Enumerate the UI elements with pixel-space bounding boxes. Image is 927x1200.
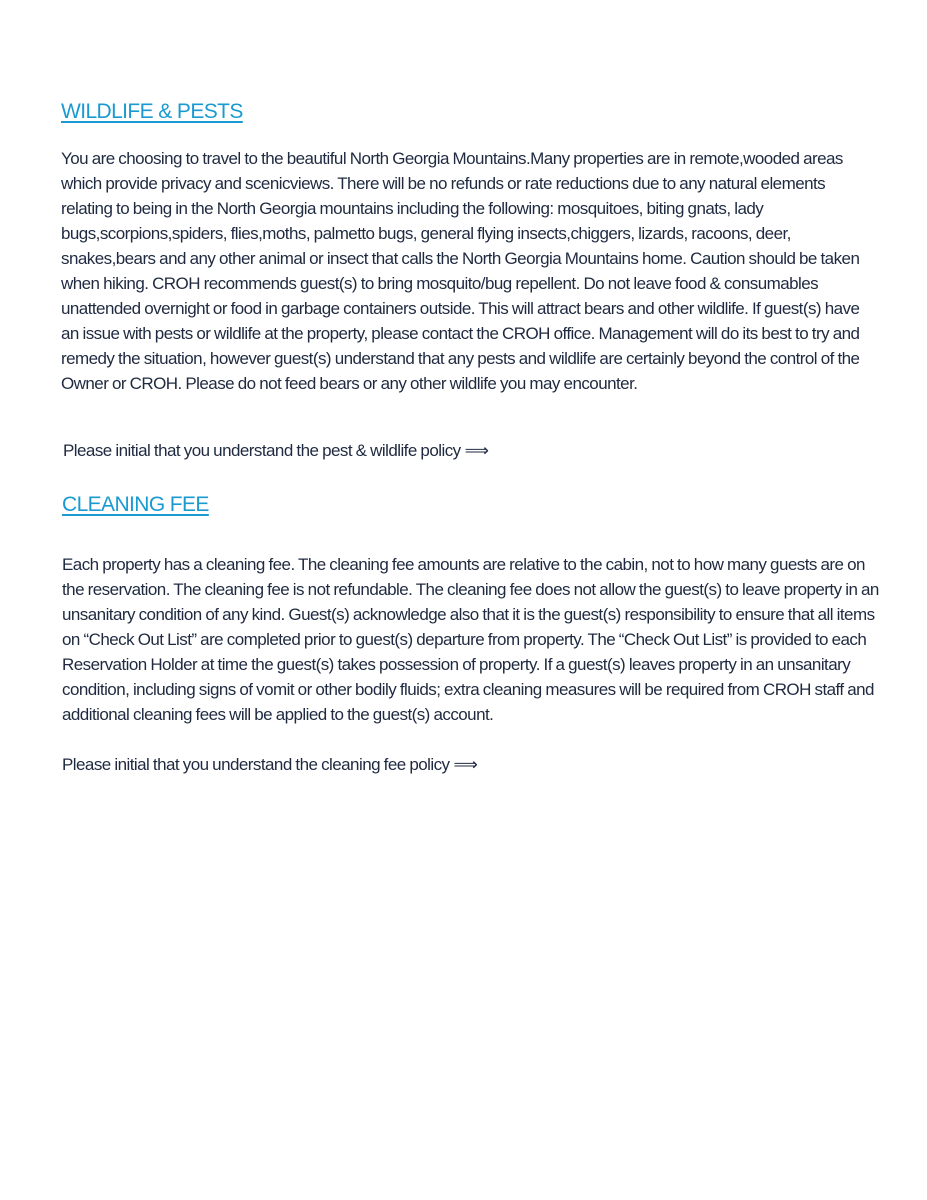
right-double-arrow-icon: ⟹ [453,755,478,775]
cleaning-fee-policy-text: Each property has a cleaning fee. The cleaning fee amounts are relative to the cabin, not to how many guests are on the reservation. The cleaning fee is not refundable. The cleaning fee does not allow the guest(s) to leave property in an unsanitary condition of any kind. Guest(s) acknowledge also that it is the guest(s) responsibility to ensure that all items on “Check Out List” are completed prior to guest(s) departure from property. The “Check Out List” is provided to each Reservation Holder at time the guest(s) takes possession of property. If a guest(s) leaves property in an unsanitary condition, including signs of vomit or other bodily fluids; extra cleaning measures will be required from CROH staff and additional cleaning fees will be applied to the guest(s) account. [62,555,879,724]
cleaning-initial-prompt-text: Please initial that you understand the cleaning fee policy [62,755,450,774]
cleaning-initial-prompt [62,752,477,778]
wildlife-pests-policy-text: You are choosing to travel to the beautiful North Georgia Mountains.Many properties are in remote,wooded areas which provide privacy and scenicviews. There will be no refunds or rate reductions due to any natural elements relating to being in the North Georgia mountains including the following: mosquitoes, biting gnats, lady bugs,scorpions,spiders, flies,moths, palmetto bugs, general flying insects,chiggers, lizards, racoons, deer, snakes,bears and any other animal or insect that calls the North Georgia Mountains home. Caution should be taken when hiking. CROH recommends guest(s) to bring mosquito/bug repellent. Do not leave food & consumables unattended overnight or food in garbage containers outside. This will attract bears and other wildlife. If guest(s) have an issue with pests or wildlife at the property, please contact the CROH office. Management will do its best to try and remedy the situation, however guest(s) understand that any pests and wildlife are certainly beyond the control of the Owner or CROH. Please do not feed bears or any other wildlife you may encounter. [61,149,860,393]
right-double-arrow-icon: ⟹ [464,441,489,461]
cleaning-fee-heading: CLEANING FEE [62,493,209,516]
wildlife-initial-prompt-text: Please initial that you understand the pest & wildlife policy [63,441,461,460]
wildlife-initial-prompt [63,438,488,464]
wildlife-pests-heading: WILDLIFE & PESTS [61,100,243,123]
